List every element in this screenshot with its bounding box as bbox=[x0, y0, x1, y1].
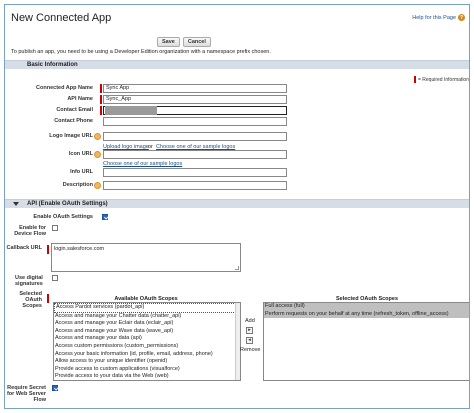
scope-option[interactable]: Full access (full) bbox=[264, 303, 470, 311]
info-url-label: Info URL bbox=[70, 169, 93, 175]
description-input[interactable] bbox=[103, 181, 287, 190]
contact-phone-input[interactable] bbox=[103, 117, 287, 126]
required-indicator-icon bbox=[414, 76, 416, 83]
remove-label: Remove bbox=[240, 347, 261, 353]
required-legend bbox=[414, 76, 469, 83]
enable-oauth-checkbox[interactable] bbox=[102, 214, 108, 220]
choose-sample-logo-link[interactable]: Choose one of our sample logos bbox=[156, 144, 236, 150]
require-secret-label: Require Secret for Web Server Flow bbox=[6, 385, 46, 403]
add-label: Add bbox=[245, 318, 255, 324]
scope-option[interactable]: Access and manage your Chatter data (chatter_api) bbox=[55, 312, 182, 319]
available-scopes-list bbox=[54, 303, 240, 381]
connected-app-name-required-icon bbox=[100, 84, 102, 93]
basic-info-section-title: Basic Information bbox=[27, 62, 78, 68]
device-flow-label: Enable for Device Flow bbox=[14, 225, 46, 237]
connected-app-name-label: Connected App Name bbox=[36, 85, 93, 91]
resize-grip-icon[interactable] bbox=[235, 266, 239, 270]
scope-option[interactable]: Access and manage your Wave data (wave_api) bbox=[55, 327, 174, 334]
basic-info-section-header bbox=[5, 60, 470, 69]
scope-option[interactable]: Provide access to your data via the Web (web) bbox=[55, 373, 169, 380]
scope-option[interactable]: Provide access to custom applications (visualforce) bbox=[55, 365, 180, 372]
contact-phone-label: Contact Phone bbox=[54, 118, 93, 124]
available-scopes-listbox[interactable] bbox=[53, 302, 241, 381]
scope-option[interactable]: Perform requests on your behalf at any time (refresh_token, offline_access) bbox=[264, 311, 470, 319]
page-title: New Connected App bbox=[11, 12, 112, 24]
description-info-icon[interactable] bbox=[94, 182, 101, 189]
icon-url-label: Icon URL bbox=[68, 151, 93, 157]
callback-url-textarea[interactable] bbox=[51, 243, 241, 272]
connected-app-form bbox=[4, 4, 470, 409]
api-name-required-icon bbox=[100, 95, 102, 104]
choose-sample-icon-link[interactable]: Choose one of our sample logos bbox=[103, 161, 183, 167]
selected-scopes-title: Selected OAuth Scopes bbox=[335, 296, 399, 302]
remove-arrow-button[interactable]: ◂ bbox=[246, 337, 253, 344]
callback-url-required-icon bbox=[47, 245, 49, 254]
api-name-label: API Name bbox=[67, 96, 93, 102]
icon-url-input[interactable] bbox=[103, 150, 287, 159]
contact-email-required-icon bbox=[100, 106, 102, 115]
oauth-scopes-label: Selected OAuth Scopes bbox=[19, 291, 42, 309]
info-url-input[interactable] bbox=[103, 168, 287, 177]
contact-email-label: Contact Email bbox=[56, 107, 93, 113]
description-label: Description bbox=[62, 182, 93, 188]
scope-option[interactable]: Allow access to your unique identifier (openid) bbox=[55, 358, 168, 365]
help-link-text[interactable]: Help for this Page bbox=[412, 14, 456, 21]
required-legend-text: = Required Information bbox=[417, 76, 469, 83]
top-button-row bbox=[157, 37, 211, 47]
digital-signatures-checkbox[interactable] bbox=[52, 275, 58, 281]
scope-option[interactable]: Access custom permissions (custom_permissions) bbox=[55, 342, 179, 349]
require-secret-checkbox[interactable] bbox=[52, 385, 58, 391]
collapse-triangle-icon[interactable] bbox=[13, 202, 19, 206]
save-button[interactable]: Save bbox=[157, 37, 180, 47]
enable-oauth-label: Enable OAuth Settings bbox=[33, 214, 93, 220]
icon-url-info-icon[interactable] bbox=[94, 151, 101, 158]
api-section-title: API (Enable OAuth Settings) bbox=[27, 201, 108, 207]
digital-signatures-label: Use digital signatures bbox=[15, 275, 43, 287]
help-question-icon[interactable]: ? bbox=[459, 14, 464, 21]
help-link[interactable] bbox=[412, 14, 465, 21]
device-flow-checkbox[interactable] bbox=[52, 225, 58, 231]
available-scopes-title: Available OAuth Scopes bbox=[114, 296, 178, 302]
logo-image-url-input[interactable] bbox=[103, 132, 287, 141]
cancel-button[interactable]: Cancel bbox=[183, 37, 211, 47]
callback-url-label: Callback URL bbox=[6, 245, 42, 251]
scope-option[interactable]: Access and manage your data (api) bbox=[55, 335, 142, 342]
scope-option[interactable]: Access and manage your Eclair data (eclair_api) bbox=[55, 320, 174, 327]
or-text: or bbox=[148, 144, 153, 150]
api-name-input[interactable]: Sync_App bbox=[103, 95, 287, 104]
selected-scopes-list bbox=[264, 303, 470, 318]
namespace-notice: To publish an app, you need to be using a Developer Edition organization with a namespace prefix chosen. bbox=[11, 49, 271, 55]
scope-option[interactable]: Access your basic information (id, profile, email, address, phone) bbox=[55, 350, 213, 357]
oauth-scopes-required-icon bbox=[47, 294, 49, 303]
callback-url-value: login.salesforce.com bbox=[54, 246, 105, 252]
scope-option[interactable]: Access Pardot services (pardot_api) bbox=[54, 303, 240, 313]
connected-app-name-input[interactable]: Sync App bbox=[103, 84, 287, 93]
upload-logo-link[interactable]: Upload logo image bbox=[103, 144, 149, 150]
logo-image-url-label: Logo Image URL bbox=[49, 133, 93, 139]
redacted-email-block bbox=[105, 106, 157, 115]
api-section-header[interactable] bbox=[5, 199, 470, 208]
available-scopes-scrollbar[interactable] bbox=[235, 303, 240, 380]
logo-url-info-icon[interactable] bbox=[94, 133, 101, 140]
add-arrow-button[interactable]: ▸ bbox=[246, 327, 253, 334]
selected-scopes-listbox[interactable] bbox=[263, 302, 470, 381]
